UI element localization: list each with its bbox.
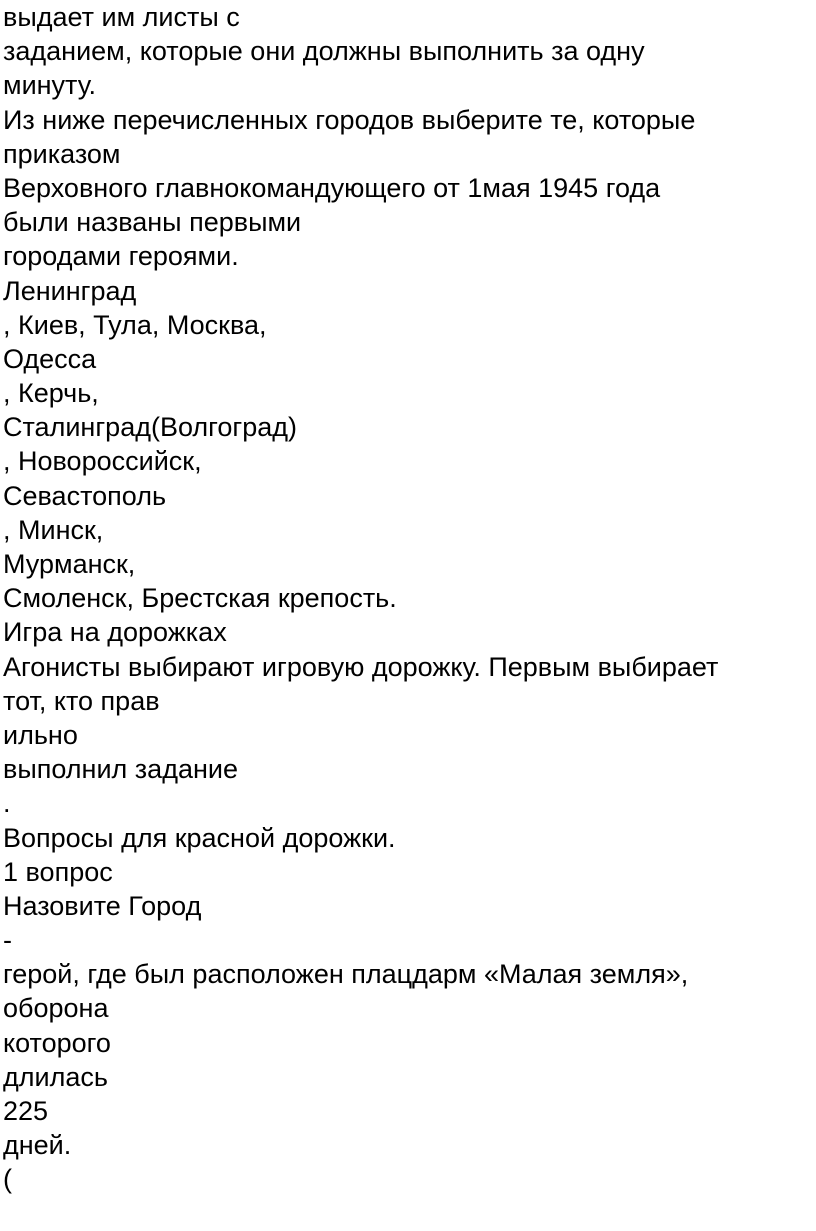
- question-line: оборона: [3, 993, 109, 1024]
- question-line: дней.: [3, 1130, 72, 1161]
- city-line: Сталинград(Волгоград): [3, 412, 298, 443]
- question-line: (: [3, 1164, 12, 1195]
- text-line: Агонисты выбирают игровую дорожку. Первым выбирает: [3, 651, 719, 682]
- text-line: были названы первыми: [3, 207, 302, 238]
- city-line: Севастополь: [3, 480, 167, 511]
- question-line: которого: [3, 1027, 111, 1058]
- city-line: , Керчь,: [3, 378, 99, 409]
- city-line: Ленинград: [3, 275, 137, 306]
- city-line: , Киев, Тула, Москва,: [3, 309, 267, 340]
- question-line: герой, где был расположен плацдарм «Малая земля»,: [3, 959, 689, 990]
- question-number: 1 вопрос: [3, 856, 113, 887]
- question-line: Назовите Город: [3, 890, 202, 921]
- text-line: заданием, которые они должны выполнить за одну: [3, 36, 645, 67]
- document-body: [3, 0, 813, 1197]
- text-line: городами героями.: [3, 241, 239, 272]
- question-line: 225: [3, 1096, 49, 1126]
- question-line: -: [3, 925, 12, 956]
- question-line: длилась: [3, 1061, 108, 1092]
- text-line: ильно: [3, 719, 78, 750]
- section-heading: Вопросы для красной дорожки.: [3, 822, 396, 853]
- text-line: Из ниже перечисленных городов выберите те, которые: [3, 104, 696, 135]
- text-line: приказом: [3, 138, 121, 169]
- text-line: тот, кто прав: [3, 685, 160, 716]
- text-line: выполнил задание: [3, 754, 238, 785]
- text-line: .: [3, 788, 11, 819]
- city-line: , Новороссийск,: [3, 446, 202, 477]
- text-line: минуту.: [3, 70, 97, 101]
- text-line: выдает им листы с: [3, 2, 240, 32]
- text-line: Верховного главнокомандующего от 1мая 1945 года: [3, 172, 661, 203]
- city-line: Смоленск, Брестская крепость.: [3, 583, 397, 614]
- city-line: , Минск,: [3, 514, 104, 545]
- section-heading: Игра на дорожках: [3, 617, 227, 648]
- city-line: Одесса: [3, 343, 97, 374]
- city-line: Мурманск,: [3, 549, 136, 579]
